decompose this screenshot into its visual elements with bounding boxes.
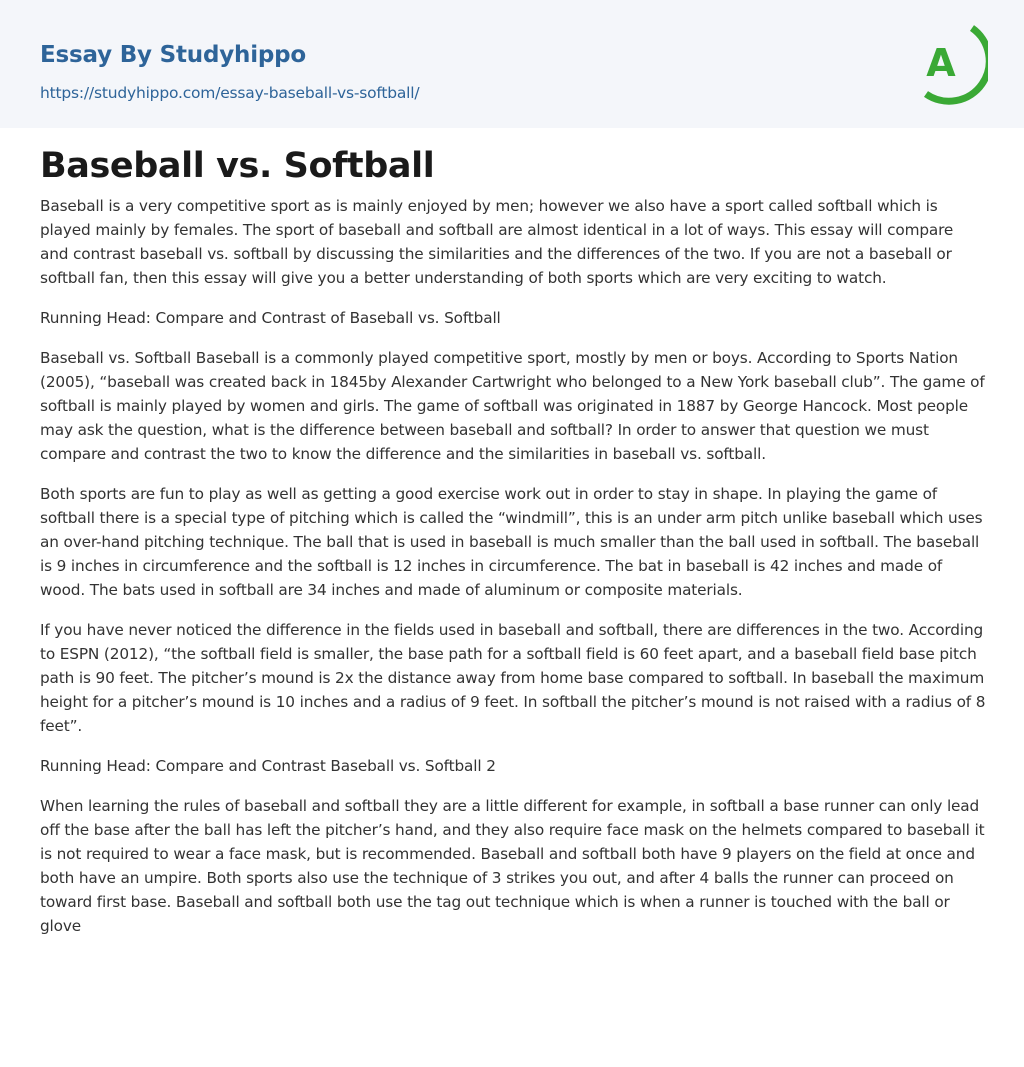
logo-letter: A bbox=[926, 41, 956, 85]
running-head: Running Head: Compare and Contrast of Baseball vs. Softball bbox=[40, 309, 501, 327]
running-head: Running Head: Compare and Contrast Baseball vs. Softball 2 bbox=[40, 757, 496, 775]
logo-a-icon bbox=[910, 18, 988, 106]
essay-paragraph: Baseball vs. Softball Baseball is a commonly played competitive sport, mostly by men or boys. According to Sports Nation (2005), “baseball was created back in 1845by Alexander Cartwright who belonged to a New York baseball club”. The game of softball is mainly played by women and girls. The game of softball was originated in 1887 by George Hancock. Most people may ask the question, what is the difference between baseball and softball? In order to answer that question we must compare and contrast the two to know the difference and the similarities in baseball vs. softball. bbox=[40, 349, 985, 463]
studyhippo-logo[interactable] bbox=[910, 18, 988, 106]
essay-paragraph: If you have never noticed the difference in the fields used in baseball and softball, there are differences in the two. According to ESPN (2012), “the softball field is smaller, the base path for a softball field is 60 feet apart, and a baseball field base pitch path is 90 feet. The pitcher’s mound is 2x the distance away from home base compared to softball. In baseball the maximum height for a pitcher’s mound is 10 inches and a radius of 9 feet. In softball the pitcher’s mound is not raised with a radius of 8 feet”. bbox=[40, 621, 986, 735]
site-header bbox=[0, 0, 1024, 128]
essay-title: Baseball vs. Softball bbox=[40, 146, 435, 186]
essay-paragraph: Baseball is a very competitive sport as is mainly enjoyed by men; however we also have a sport called softball which is played mainly by females. The sport of baseball and softball are almost identical in a lot of ways. This essay will compare and contrast baseball vs. softball by discussing the similarities and the differences of the two. If you are not a baseball or softball fan, then this essay will give you a better understanding of both sports which are very exciting to watch. bbox=[40, 197, 954, 287]
essay-paragraph: Both sports are fun to play as well as getting a good exercise work out in order to stay in shape. In playing the game of softball there is a special type of pitching which is called the “windmill”, this is an under arm pitch unlike baseball which uses an over-hand pitching technique. The ball that is used in baseball is much smaller than the ball used in softball. The baseball is 9 inches in circumference and the softball is 12 inches in circumference. The bat in baseball is 42 inches and made of wood. The bats used in softball are 34 inches and made of aluminum or composite materials. bbox=[40, 485, 983, 599]
essay-body bbox=[40, 194, 986, 954]
essay-paragraph: When learning the rules of baseball and softball they are a little different for example, in softball a base runner can only lead off the base after the ball has left the pitcher’s hand, and they also require face mask on the helmets compared to baseball it is not required to wear a face mask, but is recommended. Baseball and softball both have 9 players on the field at once and both have an umpire. Both sports also use the technique of 3 strikes you out, and after 4 balls the runner can proceed on toward first base. Baseball and softball both use the tag out technique which is when a runner is touched with the ball or glove bbox=[40, 797, 985, 935]
essay-url-link[interactable]: https://studyhippo.com/essay-baseball-vs-softball/ bbox=[40, 84, 420, 102]
site-brand: Essay By Studyhippo bbox=[40, 42, 307, 68]
